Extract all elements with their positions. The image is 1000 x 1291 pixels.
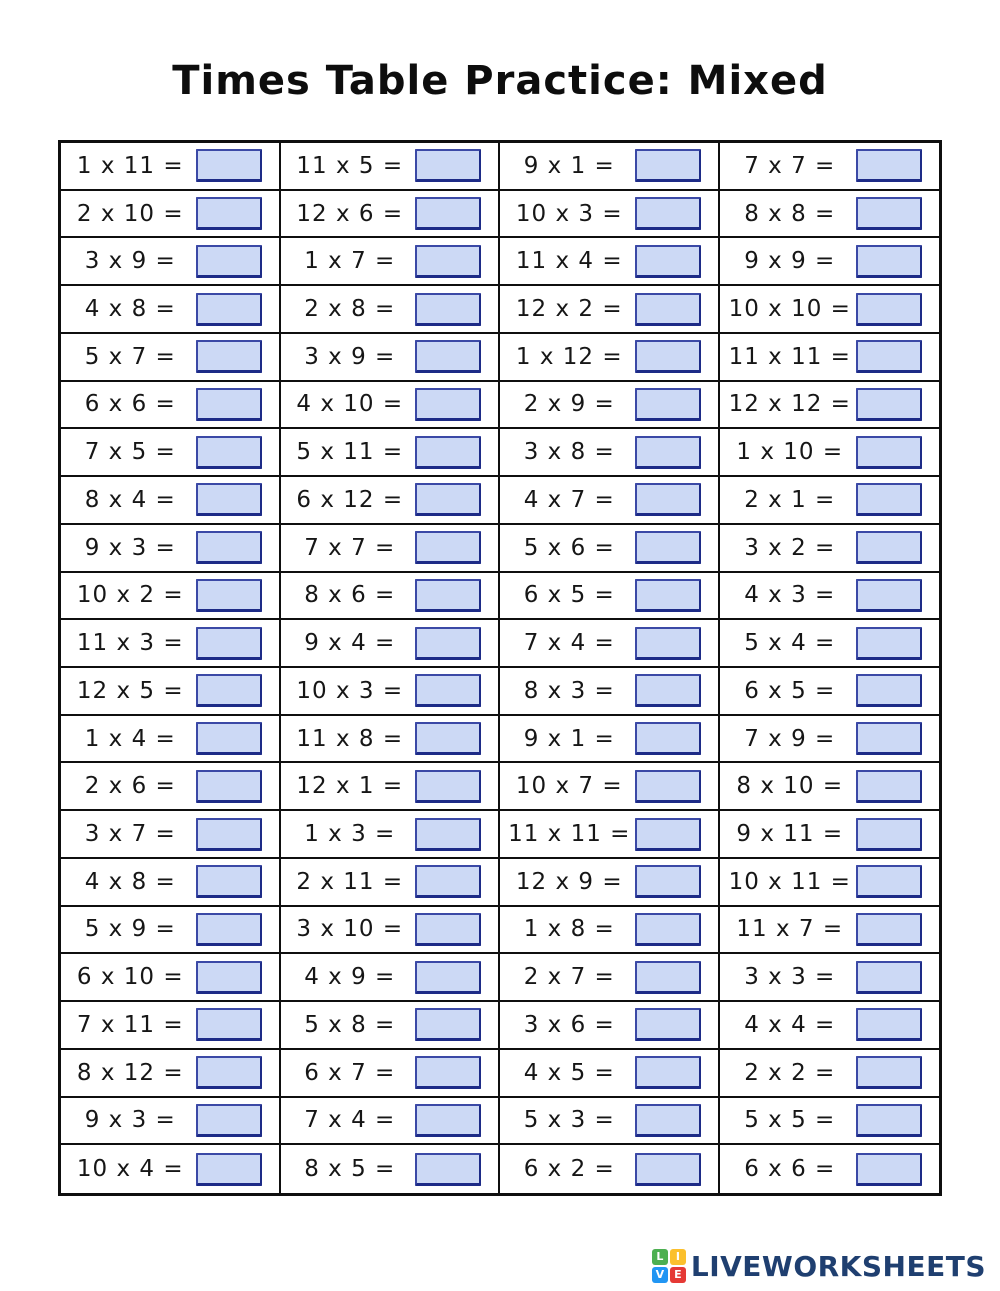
problem-text: 8 x 3 = (523, 677, 615, 704)
problem-cell (61, 668, 281, 716)
problem-text: 2 x 8 = (304, 296, 396, 323)
answer-input-box[interactable] (856, 531, 922, 564)
answer-input-box[interactable] (196, 531, 262, 564)
answer-input-box[interactable] (856, 627, 922, 660)
answer-input-box[interactable] (856, 197, 922, 230)
answer-input-box[interactable] (635, 1008, 701, 1041)
problem-cell (61, 334, 281, 382)
problem-cell (500, 620, 720, 668)
problem-cell (720, 143, 940, 191)
answer-input-box[interactable] (415, 627, 481, 660)
problem-text: 2 x 11 = (296, 868, 404, 895)
answer-input-box[interactable] (415, 340, 481, 373)
problem-cell (281, 716, 501, 764)
problem-cell (500, 1145, 720, 1193)
answer-input-box[interactable] (415, 388, 481, 421)
problem-cell (281, 907, 501, 955)
problem-text: 2 x 1 = (744, 486, 836, 513)
problem-text: 10 x 4 = (76, 1156, 184, 1183)
answer-input-box[interactable] (196, 197, 262, 230)
problem-text: 1 x 4 = (84, 725, 176, 752)
logo-square-e: E (670, 1267, 686, 1283)
problem-cell (500, 1002, 720, 1050)
problem-cell (720, 668, 940, 716)
problem-cell (61, 620, 281, 668)
problem-cell (500, 716, 720, 764)
problem-cell (500, 429, 720, 477)
problem-text: 6 x 5 = (744, 677, 836, 704)
problem-text: 11 x 8 = (296, 725, 404, 752)
problem-cell (281, 763, 501, 811)
problem-cell (720, 763, 940, 811)
problem-cell (720, 382, 940, 430)
answer-input-box[interactable] (415, 1056, 481, 1089)
problem-cell (720, 238, 940, 286)
problem-cell (281, 382, 501, 430)
answer-input-box[interactable] (856, 1104, 922, 1137)
problem-cell (61, 429, 281, 477)
problem-text: 9 x 4 = (304, 630, 396, 657)
answer-input-box[interactable] (415, 483, 481, 516)
answer-input-box[interactable] (415, 293, 481, 326)
problem-text: 12 x 5 = (76, 677, 184, 704)
answer-input-box[interactable] (856, 818, 922, 851)
problem-cell (61, 1098, 281, 1146)
answer-input-box[interactable] (196, 436, 262, 469)
problem-text: 9 x 11 = (736, 821, 844, 848)
answer-input-box[interactable] (635, 340, 701, 373)
problem-text: 3 x 10 = (296, 916, 404, 943)
problem-cell (61, 763, 281, 811)
problem-text: 10 x 3 = (296, 677, 404, 704)
problem-cell (500, 859, 720, 907)
answer-input-box[interactable] (856, 674, 922, 707)
problem-text: 5 x 4 = (744, 630, 836, 657)
answer-input-box[interactable] (635, 1153, 701, 1186)
answer-input-box[interactable] (635, 579, 701, 612)
answer-input-box[interactable] (856, 149, 922, 182)
problem-cell (720, 191, 940, 239)
problem-text: 5 x 9 = (84, 916, 176, 943)
answer-input-box[interactable] (196, 865, 262, 898)
problem-cell (281, 954, 501, 1002)
answer-input-box[interactable] (415, 961, 481, 994)
logo-square-i: I (670, 1249, 686, 1265)
answer-input-box[interactable] (635, 245, 701, 278)
problem-cell (61, 859, 281, 907)
problem-cell (500, 907, 720, 955)
problem-cell (281, 238, 501, 286)
problem-text: 8 x 8 = (744, 200, 836, 227)
problem-cell (720, 811, 940, 859)
page-title: Times Table Practice: Mixed (172, 58, 828, 104)
answer-input-box[interactable] (635, 1056, 701, 1089)
answer-input-box[interactable] (415, 770, 481, 803)
problem-text: 1 x 3 = (304, 821, 396, 848)
problem-cell (281, 191, 501, 239)
problem-cell (281, 477, 501, 525)
answer-input-box[interactable] (196, 961, 262, 994)
problem-text: 12 x 6 = (296, 200, 404, 227)
answer-input-box[interactable] (856, 483, 922, 516)
problem-cell (61, 382, 281, 430)
answer-input-box[interactable] (635, 293, 701, 326)
problem-cell (281, 573, 501, 621)
problem-text: 5 x 3 = (523, 1107, 615, 1134)
problem-cell (61, 954, 281, 1002)
problem-text: 6 x 2 = (523, 1156, 615, 1183)
problem-text: 6 x 12 = (296, 486, 404, 513)
problem-cell (61, 811, 281, 859)
problem-text: 8 x 6 = (304, 582, 396, 609)
problem-cell (500, 477, 720, 525)
answer-input-box[interactable] (196, 627, 262, 660)
answer-input-box[interactable] (635, 818, 701, 851)
answer-input-box[interactable] (196, 770, 262, 803)
problem-cell (500, 191, 720, 239)
problem-text: 7 x 7 = (744, 152, 836, 179)
problem-text: 4 x 8 = (84, 868, 176, 895)
answer-input-box[interactable] (856, 579, 922, 612)
problem-cell (281, 668, 501, 716)
problem-cell (281, 1145, 501, 1193)
problem-cell (500, 143, 720, 191)
problem-text: 8 x 12 = (76, 1059, 184, 1086)
problem-text: 3 x 2 = (744, 534, 836, 561)
problem-text: 6 x 5 = (523, 582, 615, 609)
problem-cell (281, 525, 501, 573)
problem-cell (500, 334, 720, 382)
problem-text: 12 x 2 = (515, 296, 623, 323)
answer-input-box[interactable] (415, 1104, 481, 1137)
problem-cell (720, 1145, 940, 1193)
answer-input-box[interactable] (196, 674, 262, 707)
problem-text: 10 x 2 = (76, 582, 184, 609)
answer-input-box[interactable] (856, 1153, 922, 1186)
problem-cell (720, 859, 940, 907)
answer-input-box[interactable] (856, 340, 922, 373)
problem-text: 7 x 4 = (523, 630, 615, 657)
answer-input-box[interactable] (415, 1008, 481, 1041)
answer-input-box[interactable] (856, 913, 922, 946)
problem-text: 3 x 3 = (744, 964, 836, 991)
logo-square-v: V (652, 1267, 668, 1283)
answer-input-box[interactable] (196, 293, 262, 326)
answer-input-box[interactable] (415, 245, 481, 278)
problem-cell (720, 620, 940, 668)
problem-cell (61, 191, 281, 239)
problem-text: 10 x 7 = (515, 773, 623, 800)
problem-text: 10 x 11 = (728, 868, 851, 895)
problem-text: 3 x 9 = (84, 248, 176, 275)
problem-text: 11 x 3 = (76, 630, 184, 657)
problem-cell (281, 620, 501, 668)
problem-text: 1 x 7 = (304, 248, 396, 275)
answer-input-box[interactable] (635, 149, 701, 182)
answer-input-box[interactable] (415, 1153, 481, 1186)
problem-text: 12 x 12 = (728, 391, 851, 418)
problem-text: 1 x 12 = (515, 343, 623, 370)
answer-input-box[interactable] (635, 1104, 701, 1137)
problem-cell (720, 716, 940, 764)
answer-input-box[interactable] (856, 1056, 922, 1089)
problem-text: 6 x 7 = (304, 1059, 396, 1086)
problem-cell (281, 1098, 501, 1146)
problem-text: 12 x 1 = (296, 773, 404, 800)
problem-cell (500, 1098, 720, 1146)
answer-input-box[interactable] (856, 388, 922, 421)
problem-text: 7 x 9 = (744, 725, 836, 752)
answer-input-box[interactable] (635, 483, 701, 516)
answer-input-box[interactable] (196, 579, 262, 612)
answer-input-box[interactable] (415, 197, 481, 230)
problem-cell (720, 1098, 940, 1146)
problem-cell (281, 334, 501, 382)
problem-text: 5 x 11 = (296, 439, 404, 466)
answer-input-box[interactable] (196, 1153, 262, 1186)
problem-text: 7 x 4 = (304, 1107, 396, 1134)
problem-cell (61, 1050, 281, 1098)
problem-cell (61, 907, 281, 955)
brand-footer (652, 1249, 986, 1283)
answer-input-box[interactable] (635, 961, 701, 994)
problem-cell (281, 1002, 501, 1050)
answer-input-box[interactable] (635, 388, 701, 421)
answer-input-box[interactable] (856, 436, 922, 469)
problem-text: 3 x 9 = (304, 343, 396, 370)
problem-text: 6 x 10 = (76, 964, 184, 991)
problem-cell (61, 477, 281, 525)
problem-text: 9 x 9 = (744, 248, 836, 275)
problem-cell (61, 143, 281, 191)
problem-cell (500, 238, 720, 286)
problem-cell (720, 1050, 940, 1098)
answer-input-box[interactable] (196, 388, 262, 421)
problem-text: 8 x 4 = (84, 486, 176, 513)
problem-cell (720, 954, 940, 1002)
problem-text: 4 x 4 = (744, 1011, 836, 1038)
answer-input-box[interactable] (196, 722, 262, 755)
problem-text: 6 x 6 = (744, 1156, 836, 1183)
problem-text: 2 x 2 = (744, 1059, 836, 1086)
answer-input-box[interactable] (415, 579, 481, 612)
problem-text: 3 x 7 = (84, 821, 176, 848)
problem-cell (61, 573, 281, 621)
answer-input-box[interactable] (196, 340, 262, 373)
problem-text: 2 x 10 = (76, 200, 184, 227)
answer-input-box[interactable] (196, 913, 262, 946)
answer-input-box[interactable] (635, 674, 701, 707)
problem-text: 11 x 11 = (728, 343, 851, 370)
problem-cell (500, 573, 720, 621)
problem-cell (720, 334, 940, 382)
answer-input-box[interactable] (856, 722, 922, 755)
problem-cell (720, 1002, 940, 1050)
answer-input-box[interactable] (196, 1008, 262, 1041)
problem-cell (500, 1050, 720, 1098)
answer-input-box[interactable] (635, 436, 701, 469)
answer-input-box[interactable] (635, 722, 701, 755)
problem-text: 7 x 7 = (304, 534, 396, 561)
answer-input-box[interactable] (856, 245, 922, 278)
answer-input-box[interactable] (196, 149, 262, 182)
problem-cell (281, 859, 501, 907)
problem-cell (61, 525, 281, 573)
problem-text: 4 x 3 = (744, 582, 836, 609)
answer-input-box[interactable] (196, 483, 262, 516)
answer-input-box[interactable] (635, 913, 701, 946)
problem-text: 5 x 8 = (304, 1011, 396, 1038)
problem-text: 3 x 8 = (523, 439, 615, 466)
answer-input-box[interactable] (635, 627, 701, 660)
problem-cell (500, 668, 720, 716)
problem-cell (500, 525, 720, 573)
answer-input-box[interactable] (415, 674, 481, 707)
answer-input-box[interactable] (415, 913, 481, 946)
problem-text: 1 x 10 = (736, 439, 844, 466)
problem-text: 3 x 6 = (523, 1011, 615, 1038)
problem-text: 9 x 1 = (523, 152, 615, 179)
problem-text: 12 x 9 = (515, 868, 623, 895)
answer-input-box[interactable] (415, 149, 481, 182)
problem-text: 4 x 7 = (523, 486, 615, 513)
answer-input-box[interactable] (856, 865, 922, 898)
problem-cell (720, 907, 940, 955)
problem-cell (500, 763, 720, 811)
answer-input-box[interactable] (856, 770, 922, 803)
problem-text: 9 x 3 = (84, 534, 176, 561)
problem-text: 5 x 6 = (523, 534, 615, 561)
problem-cell (500, 954, 720, 1002)
problem-cell (281, 143, 501, 191)
problem-text: 11 x 7 = (736, 916, 844, 943)
problem-text: 8 x 10 = (736, 773, 844, 800)
problem-text: 2 x 9 = (523, 391, 615, 418)
answer-input-box[interactable] (415, 531, 481, 564)
problem-text: 1 x 11 = (76, 152, 184, 179)
answer-input-box[interactable] (415, 865, 481, 898)
problem-cell (281, 429, 501, 477)
problem-text: 11 x 11 = (508, 821, 631, 848)
problem-cell (500, 286, 720, 334)
problem-cell (61, 1002, 281, 1050)
problem-cell (61, 286, 281, 334)
problem-text: 7 x 5 = (84, 439, 176, 466)
problem-cell (720, 477, 940, 525)
answer-input-box[interactable] (856, 293, 922, 326)
problem-cell (61, 238, 281, 286)
problem-text: 5 x 7 = (84, 343, 176, 370)
problem-cell (720, 429, 940, 477)
problem-text: 5 x 5 = (744, 1107, 836, 1134)
problem-text: 2 x 6 = (84, 773, 176, 800)
answer-input-box[interactable] (196, 818, 262, 851)
problem-text: 9 x 3 = (84, 1107, 176, 1134)
problem-text: 8 x 5 = (304, 1156, 396, 1183)
problem-cell (720, 525, 940, 573)
answer-input-box[interactable] (196, 245, 262, 278)
problem-cell (500, 811, 720, 859)
problem-cell (500, 382, 720, 430)
liveworksheets-logo-icon (652, 1249, 686, 1283)
answer-input-box[interactable] (196, 1104, 262, 1137)
problem-text: 4 x 8 = (84, 296, 176, 323)
problem-text: 4 x 5 = (523, 1059, 615, 1086)
answer-input-box[interactable] (635, 770, 701, 803)
problem-cell (720, 573, 940, 621)
problem-text: 11 x 4 = (515, 248, 623, 275)
problem-text: 6 x 6 = (84, 391, 176, 418)
problem-text: 2 x 7 = (523, 964, 615, 991)
problem-cell (281, 811, 501, 859)
answer-input-box[interactable] (635, 197, 701, 230)
answer-input-box[interactable] (856, 1008, 922, 1041)
answer-input-box[interactable] (196, 1056, 262, 1089)
logo-square-l: L (652, 1249, 668, 1265)
problem-text: 9 x 1 = (523, 725, 615, 752)
problem-text: 10 x 3 = (515, 200, 623, 227)
answer-input-box[interactable] (415, 722, 481, 755)
problem-text: 4 x 10 = (296, 391, 404, 418)
problem-cell (61, 1145, 281, 1193)
brand-name: LIVEWORKSHEETS (690, 1249, 986, 1283)
answer-input-box[interactable] (856, 961, 922, 994)
problem-text: 10 x 10 = (728, 296, 851, 323)
problem-text: 11 x 5 = (296, 152, 404, 179)
answer-input-box[interactable] (635, 865, 701, 898)
answer-input-box[interactable] (415, 436, 481, 469)
problem-text: 7 x 11 = (76, 1011, 184, 1038)
problem-text: 1 x 8 = (523, 916, 615, 943)
problem-cell (61, 716, 281, 764)
answer-input-box[interactable] (415, 818, 481, 851)
answer-input-box[interactable] (635, 531, 701, 564)
problem-cell (281, 286, 501, 334)
problem-cell (281, 1050, 501, 1098)
worksheet-grid (58, 140, 942, 1196)
problem-cell (720, 286, 940, 334)
problem-text: 4 x 9 = (304, 964, 396, 991)
